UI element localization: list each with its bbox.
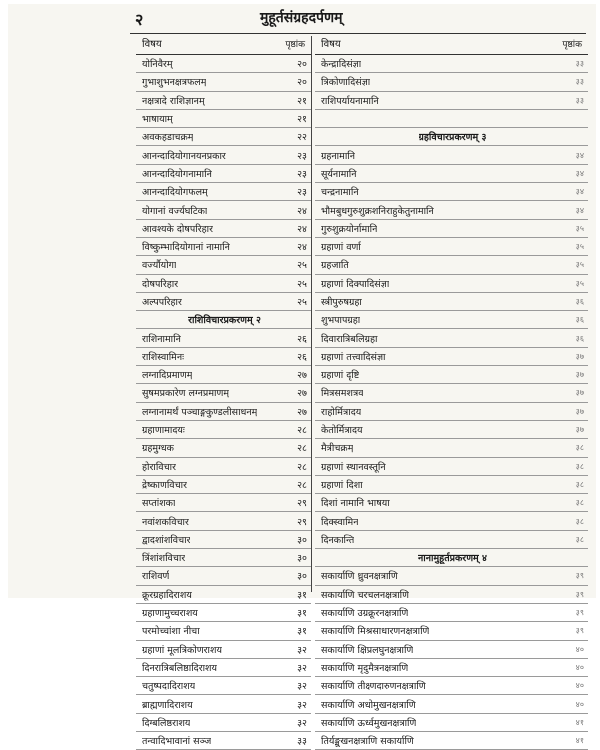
entry-title: वर्ज्यौयोगा: [142, 260, 177, 272]
index-row: [136, 92, 311, 110]
entry-page-number: २७: [297, 370, 307, 382]
index-row: [136, 201, 311, 219]
index-row: [136, 458, 311, 476]
left-column-header: [136, 36, 311, 55]
entry-title: स्त्रीपुरुषग्रहा: [321, 297, 362, 308]
entry-page-number: ३४: [575, 150, 584, 160]
index-row: [136, 695, 311, 713]
index-row: [315, 183, 588, 201]
entry-title: भाषायाम्: [142, 114, 173, 126]
entry-title: ग्रहाणामादयः: [142, 425, 185, 437]
entry-title: सप्तांशका: [142, 498, 176, 510]
section-heading: [315, 549, 588, 567]
entry-page-number: ३३: [575, 59, 584, 69]
entry-page-number: ४०: [575, 699, 584, 709]
entry-title: ग्रहाणां तत्त्वादिसंज्ञा: [321, 351, 386, 363]
entry-title: सुषमप्रकारेण लग्नप्रमाणम्: [142, 388, 230, 400]
entry-page-number: २४: [297, 223, 307, 235]
entry-title: नवांशकविचार: [142, 516, 189, 528]
entry-title: ग्रहाणां दृष्टि: [321, 370, 360, 382]
entry-title: ग्रहाणां स्थानवस्तूनि: [321, 461, 386, 473]
index-row: [136, 494, 311, 512]
section-title: ग्रहविचारप्रकरणम् ३: [418, 132, 487, 144]
entry-page-number: २१: [297, 95, 307, 107]
index-row: [136, 165, 311, 183]
index-row: [315, 238, 588, 256]
entry-page-number: ३८: [575, 479, 584, 489]
right-rows: [315, 55, 588, 750]
entry-title: चतुष्पदादिराशय: [142, 681, 196, 693]
entry-title: चन्द्रनामानि: [321, 187, 359, 199]
entry-title: लग्नादिप्रमाणम्: [142, 370, 193, 382]
entry-title: सकार्याणि मृदुमैत्रनक्षत्राणि: [321, 662, 409, 674]
index-row: [136, 256, 311, 274]
entry-title: सकार्याणि क्षिप्रलघुनक्षत्राणि: [321, 644, 414, 656]
entry-page-number: ३६: [575, 315, 584, 325]
entry-title: मित्रसमशत्रव: [321, 388, 364, 400]
index-row: [136, 439, 311, 457]
entry-title: योनिवैरम्: [142, 59, 173, 71]
index-row: [136, 567, 311, 585]
page-header: पृष्ठांक: [562, 40, 582, 50]
entry-title: दिक्स्वामिन: [321, 516, 359, 528]
index-row: [315, 439, 588, 457]
index-row: [315, 293, 588, 311]
entry-page-number: २८: [297, 461, 307, 473]
index-row: [136, 403, 311, 421]
index-row: [315, 458, 588, 476]
index-row: [315, 92, 588, 110]
entry-title: होराविचार: [142, 461, 176, 473]
entry-page-number: ३०: [297, 534, 307, 546]
entry-page-number: ३७: [575, 370, 584, 380]
entry-title: दोषपरिहार: [142, 278, 179, 290]
entry-page-number: २५: [297, 260, 307, 272]
entry-title: दिनरात्रिबलिष्ठादिराशय: [142, 662, 218, 674]
entry-page-number: ३५: [575, 223, 584, 233]
subject-header: विषय: [321, 39, 341, 50]
entry-page-number: ४१: [575, 736, 584, 746]
entry-page-number: ३५: [575, 242, 584, 252]
entry-page-number: २९: [297, 498, 307, 510]
section-heading: [136, 311, 311, 329]
index-row: [315, 494, 588, 512]
index-row: [136, 512, 311, 530]
entry-page-number: ३२: [297, 699, 307, 711]
index-row: [315, 165, 588, 183]
entry-page-number: ३४: [575, 168, 584, 178]
entry-page-number: २०: [297, 77, 307, 89]
index-row: [136, 604, 311, 622]
left-index-column: [136, 36, 311, 750]
index-row: [136, 55, 311, 73]
index-row: [315, 256, 588, 274]
index-row: [136, 732, 311, 750]
entry-title: ग्रहाणां दिशा: [321, 479, 363, 491]
index-row: [136, 677, 311, 695]
entry-title: त्रिंशांशविचार: [142, 553, 186, 565]
index-row: [315, 366, 588, 384]
index-row: [315, 476, 588, 494]
entry-page-number: ३८: [575, 443, 584, 453]
entry-title: दिनकान्ति: [321, 534, 355, 546]
index-row: [136, 220, 311, 238]
page-number: २: [135, 10, 144, 29]
entry-page-number: ३१: [297, 626, 307, 638]
entry-title: द्वादशांशविचार: [142, 534, 191, 546]
index-row: [136, 384, 311, 402]
entry-title: केतोर्मित्रादय: [321, 425, 363, 437]
entry-title: सकार्याणि ध्रुवनक्षत्राणि: [321, 571, 398, 583]
entry-page-number: ४०: [575, 681, 584, 691]
entry-page-number: ३९: [575, 608, 584, 618]
index-row: [136, 128, 311, 146]
index-row: [136, 622, 311, 640]
entry-title: ग्रहाणामुच्चराशय: [142, 608, 198, 620]
index-row: [315, 384, 588, 402]
page-title: मुहूर्तसंग्रहदर्पणम्: [260, 10, 343, 26]
entry-page-number: २६: [297, 333, 307, 345]
entry-title: नक्षत्रादे राशिज्ञानम्: [142, 95, 205, 107]
index-row: [136, 183, 311, 201]
entry-title: दिशां नामानि भाषया: [321, 498, 390, 510]
entry-page-number: ३९: [575, 571, 584, 581]
entry-title: सकार्याणि उग्रक्रूरनक्षत्राणि: [321, 608, 409, 620]
index-row: [136, 659, 311, 677]
entry-title: राशिवर्ण: [142, 571, 170, 583]
entry-page-number: २२: [297, 132, 307, 144]
index-row: [315, 201, 588, 219]
entry-page-number: २८: [297, 443, 307, 455]
entry-page-number: ३६: [575, 333, 584, 343]
index-row: [136, 421, 311, 439]
entry-title: सकार्याणि अधोमुखनक्षत्राणि: [321, 699, 416, 711]
entry-page-number: ३४: [575, 205, 584, 215]
entry-title: तिर्यङ्मुखनक्षत्राणि सकार्याणि: [321, 736, 414, 748]
index-row: [315, 714, 588, 732]
entry-page-number: २८: [297, 479, 307, 491]
entry-page-number: ३२: [297, 717, 307, 729]
index-row: [315, 220, 588, 238]
entry-title: राशिपर्यायनामानि: [321, 95, 379, 107]
index-row: [136, 586, 311, 604]
index-row: [136, 238, 311, 256]
entry-title: द्रेष्काणविचार: [142, 479, 187, 491]
entry-title: गुरुशुक्रयोर्नामानि: [321, 223, 378, 235]
entry-title: अवकहडाचक्रम्: [142, 132, 194, 144]
entry-title: राहोर्मित्रादय: [321, 406, 362, 418]
entry-page-number: २१: [297, 114, 307, 126]
entry-page-number: ३९: [575, 626, 584, 636]
entry-page-number: २७: [297, 388, 307, 400]
entry-page-number: ३७: [575, 388, 584, 398]
entry-page-number: २९: [297, 516, 307, 528]
entry-title: आनन्दादियोगफलम्: [142, 187, 208, 199]
entry-page-number: ३८: [575, 498, 584, 508]
entry-page-number: ४१: [575, 717, 584, 727]
entry-title: सकार्याणि चरचलनक्षत्राणि: [321, 589, 410, 601]
entry-title: ग्रहजाति: [321, 260, 349, 272]
index-row: [315, 73, 588, 91]
entry-page-number: ३०: [297, 571, 307, 583]
index-row: [315, 732, 588, 750]
index-row: [315, 512, 588, 530]
entry-page-number: २५: [297, 297, 307, 308]
index-row: [315, 110, 588, 128]
entry-page-number: ३८: [575, 461, 584, 471]
section-title: राशिविचारप्रकरणम् २: [188, 315, 261, 327]
index-row: [136, 476, 311, 494]
entry-page-number: २६: [297, 351, 307, 363]
index-row: [315, 275, 588, 293]
entry-page-number: ३८: [575, 516, 584, 526]
entry-page-number: ३५: [575, 260, 584, 270]
entry-title: ग्रहाणां दिक्पादिसंज्ञा: [321, 278, 390, 290]
left-rows: [136, 55, 311, 750]
entry-title: क्रूरग्रहादिराशय: [142, 589, 192, 601]
right-column-header: [315, 36, 588, 55]
entry-title: सकार्याणि ऊर्ध्वमुखनक्षत्राणि: [321, 717, 417, 729]
index-row: [315, 311, 588, 329]
index-row: [136, 146, 311, 164]
entry-page-number: ३८: [575, 534, 584, 544]
index-row: [315, 55, 588, 73]
entry-title: आनन्दादियोगानयनप्रकार: [142, 150, 226, 162]
entry-page-number: ४०: [575, 644, 584, 654]
entry-page-number: २७: [297, 406, 307, 418]
index-row: [315, 421, 588, 439]
entry-title: शुभपापग्रहा: [321, 315, 361, 327]
entry-title: ग्रहाणां वर्णा: [321, 242, 361, 254]
entry-title: सकार्याणि तीक्ष्णदारुणनक्षत्राणि: [321, 681, 426, 693]
entry-page-number: ३९: [575, 589, 584, 599]
entry-title: ब्राह्मणादिराशय: [142, 699, 193, 711]
entry-title: राशिस्वामिनः: [142, 351, 185, 363]
entry-title: केन्द्रादिसंज्ञा: [321, 59, 362, 71]
index-row: [136, 531, 311, 549]
entry-title: अल्पपरिहार: [142, 297, 182, 308]
entry-page-number: ३१: [297, 589, 307, 601]
entry-title: दिग्बलिष्ठराशय: [142, 717, 191, 729]
index-row: [136, 348, 311, 366]
index-row: [136, 110, 311, 128]
section-title: नानामुहूर्तप्रकरणम् ४: [418, 553, 487, 565]
entry-page-number: २४: [297, 205, 307, 217]
entry-page-number: ३०: [297, 553, 307, 565]
page-header: पृष्ठांक: [285, 40, 305, 50]
entry-title: गुभाशुभनक्षत्रफलम्: [142, 77, 207, 89]
index-row: [315, 641, 588, 659]
entry-page-number: ३५: [575, 278, 584, 288]
index-row: [136, 293, 311, 311]
entry-page-number: २८: [297, 425, 307, 437]
entry-title: विष्कुम्भादियोगानां नामानि: [142, 242, 230, 254]
entry-title: दिवारात्रिबलिग्रहा: [321, 333, 378, 345]
index-row: [315, 348, 588, 366]
entry-page-number: २३: [297, 187, 307, 199]
index-row: [315, 146, 588, 164]
entry-page-number: ३७: [575, 351, 584, 361]
index-row: [136, 549, 311, 567]
entry-title: परमोच्चांशा नीचा: [142, 626, 200, 638]
entry-page-number: ३१: [297, 608, 307, 620]
index-row: [315, 695, 588, 713]
entry-title: ग्रहमुग्धक: [142, 443, 174, 455]
entry-title: भौमबुधगुरुशुक्रशनिराहुकेतुनामानि: [321, 205, 434, 217]
index-row: [315, 403, 588, 421]
index-row: [315, 604, 588, 622]
entry-page-number: २३: [297, 150, 307, 162]
entry-page-number: ३६: [575, 297, 584, 306]
header-rule: [130, 33, 586, 34]
entry-title: सूर्यनामानि: [321, 168, 357, 180]
entry-page-number: ३३: [575, 77, 584, 87]
entry-page-number: ३३: [575, 95, 584, 105]
index-row: [315, 586, 588, 604]
index-row: [315, 677, 588, 695]
entry-title: आनन्दादियोगनामानि: [142, 168, 212, 180]
entry-title: त्रिकोणादिसंज्ञा: [321, 77, 371, 89]
entry-title: योगानां वर्ज्यघटिका: [142, 205, 208, 217]
index-row: [315, 622, 588, 640]
index-row: [136, 641, 311, 659]
index-row: [136, 366, 311, 384]
entry-title: ग्रहनामानि: [321, 150, 356, 162]
index-row: [315, 659, 588, 677]
entry-page-number: ३७: [575, 406, 584, 416]
index-row: [315, 329, 588, 347]
entry-title: सकार्याणि मिश्रसाधारणनक्षत्राणि: [321, 626, 430, 638]
column-divider: [311, 36, 312, 592]
section-heading: [315, 128, 588, 146]
entry-page-number: ३४: [575, 187, 584, 197]
entry-page-number: ३२: [297, 681, 307, 693]
entry-title: तन्वादिभावानां सञ्ज: [142, 736, 212, 748]
entry-page-number: ३७: [575, 425, 584, 435]
index-row: [136, 714, 311, 732]
index-row: [315, 531, 588, 549]
entry-title: लग्नानामर्थं पञ्चाङ्गकुण्डलीसाधनम्: [142, 406, 258, 418]
entry-page-number: २५: [297, 278, 307, 290]
entry-page-number: २४: [297, 242, 307, 254]
entry-title: मैत्रीचक्रम्: [321, 443, 354, 455]
entry-page-number: ३२: [297, 662, 307, 674]
index-row: [136, 73, 311, 91]
index-row: [315, 567, 588, 585]
entry-title: आवश्यके दोषपरिहार: [142, 223, 213, 235]
entry-page-number: २०: [297, 59, 307, 71]
index-row: [136, 275, 311, 293]
right-index-column: [315, 36, 588, 750]
entry-page-number: ४०: [575, 662, 584, 672]
entry-title: ग्रहाणां मूलत्रिकोणराशय: [142, 644, 222, 656]
subject-header: विषय: [142, 39, 162, 50]
entry-page-number: ३३: [297, 736, 307, 748]
entry-title: राशिनामानि: [142, 333, 181, 345]
entry-page-number: ३२: [297, 644, 307, 656]
entry-page-number: २३: [297, 168, 307, 180]
index-row: [136, 329, 311, 347]
